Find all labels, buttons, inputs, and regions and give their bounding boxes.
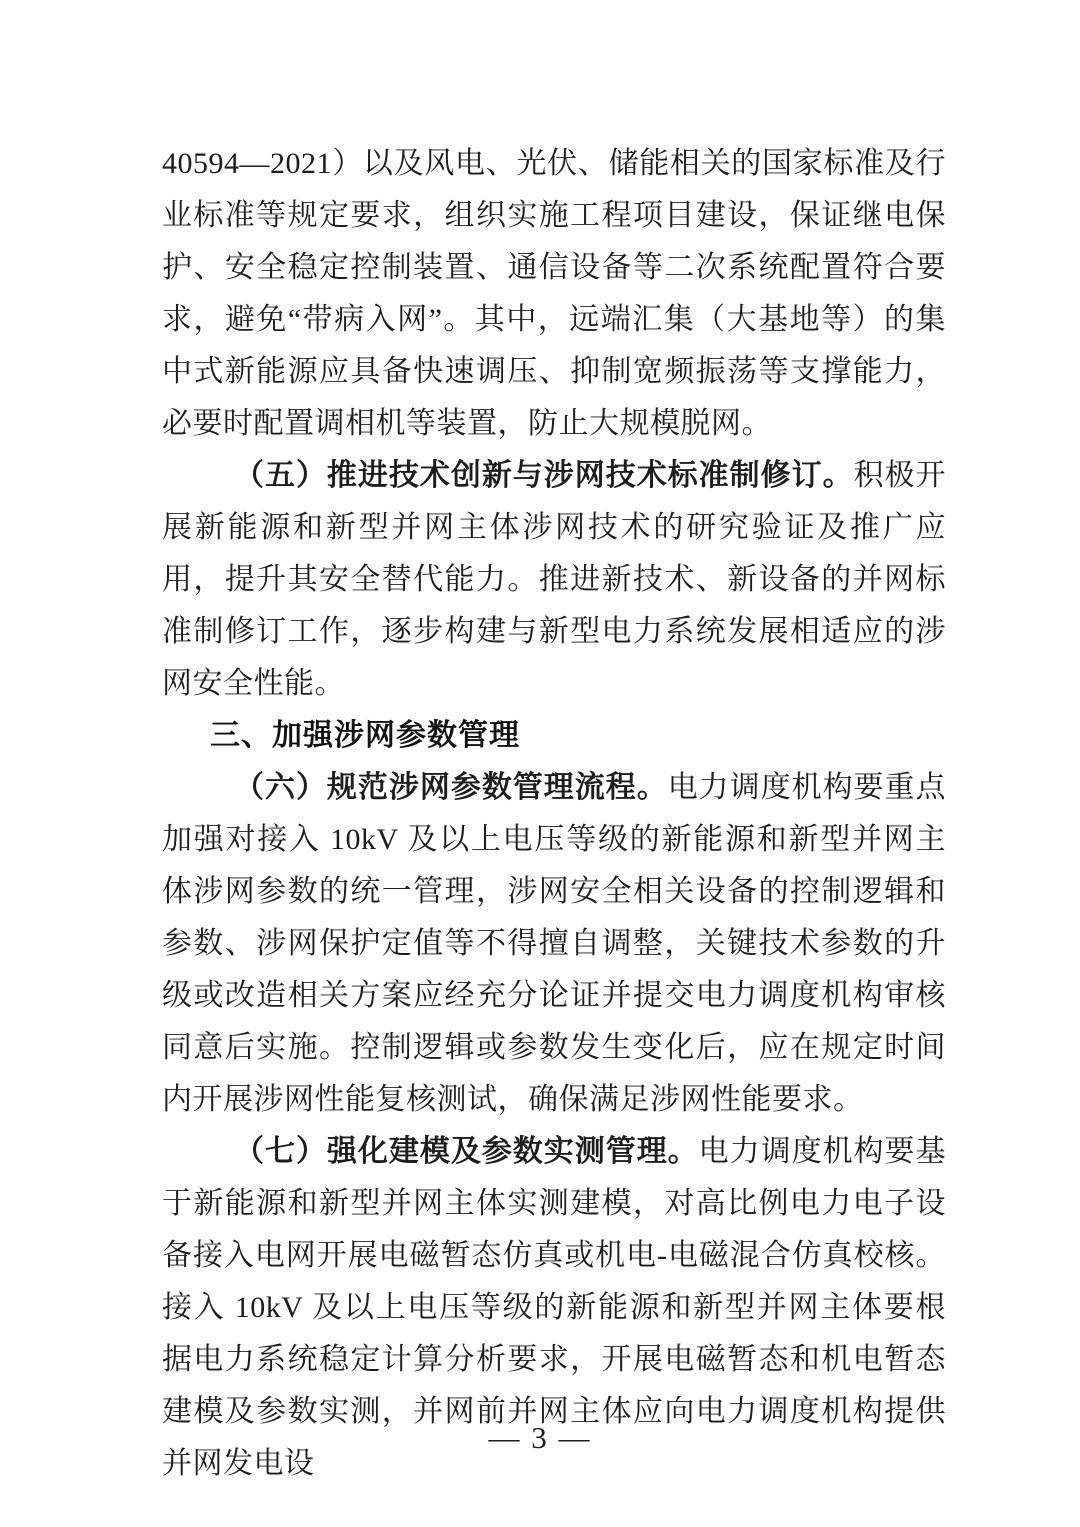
page-number: — 3 — [488,1420,592,1455]
paragraph: （六）规范涉网参数管理流程。电力调度机构要重点加强对接入 10kV 及以上电压等级的新能源和新型并网主体涉网参数的统一管理，涉网安全相关设备的控制逻辑和参数、涉网保护定值等不得擅自调整，关键技术参数的升级或改造相关方案应经充分论证并提交电力调度机构审核同意后实施。控制逻辑或参数发生变化后，应在规定时间内开展涉网性能复核测试，确保满足涉网性能要求。 [162,771,947,1116]
document-body [162,138,946,1490]
paragraph: （五）推进技术创新与涉网技术标准制修订。积极开展新能源和新型并网主体涉网技术的研究验证及推广应用，提升其安全替代能力。推进新技术、新设备的并网标准制修订工作，逐步构建与新型电力系统发展相适应的涉网安全性能。 [162,459,947,700]
section-heading: 三、加强涉网参数管理 [210,719,520,752]
paragraph-lead: （七）强化建模及参数实测管理。 [234,1135,699,1168]
paragraph-lead: （六）规范涉网参数管理流程。 [234,771,668,804]
paragraph-lead: （五）推进技术创新与涉网技术标准制修订。 [234,459,854,492]
paragraph: 40594—2021）以及风电、光伏、储能相关的国家标准及行业标准等规定要求，组织实施工程项目建设，保证继电保护、安全稳定控制装置、通信设备等二次系统配置符合要求，避免“带病入网”。其中，远端汇集（大基地等）的集中式新能源应具备快速调压、抑制宽频振荡等支撑能力，必要时配置调相机等装置，防止大规模脱网。 [162,147,946,440]
paragraph: （七）强化建模及参数实测管理。电力调度机构要基于新能源和新型并网主体实测建模，对高比例电力电子设备接入电网开展电磁暂态仿真或机电-电磁混合仿真校核。接入 10kV 及以上电压等级的新能源和新型并网主体要根据电力系统稳定计算分析要求，开展电磁暂态和机电暂态建模及参数实测，并网前并网主体应向电力调度机构提供并网发电设 [162,1135,947,1480]
